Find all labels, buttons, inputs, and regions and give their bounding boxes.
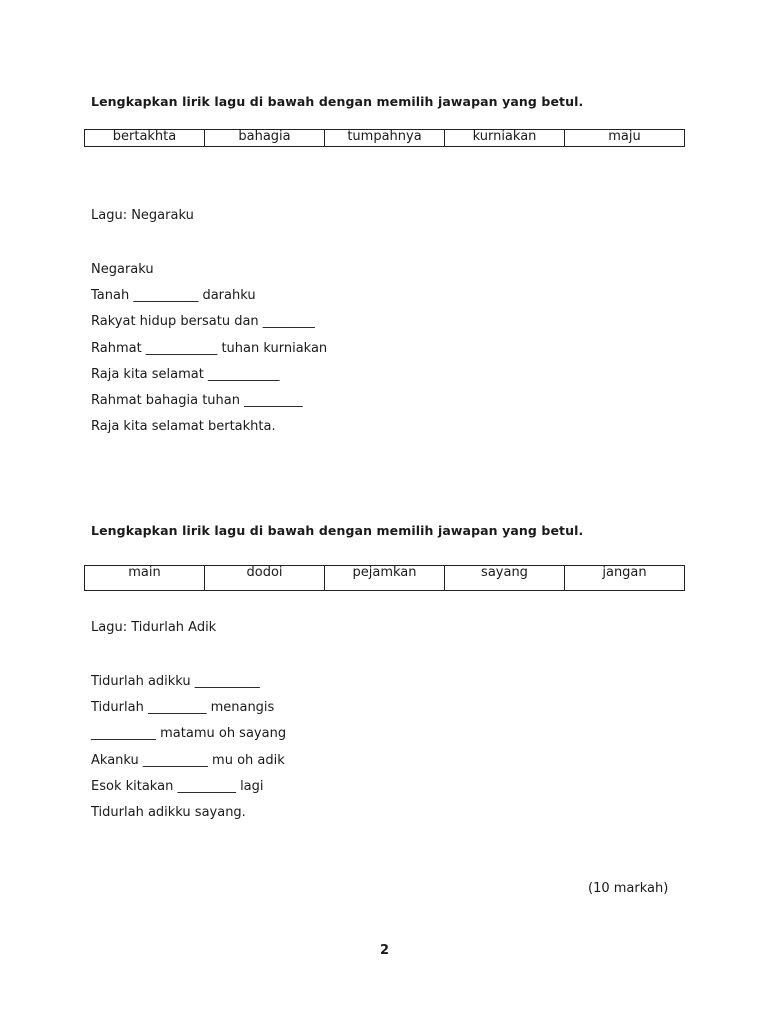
lyrics-tidurlah-adik <box>91 672 286 829</box>
word-bank-cell: tumpahnya <box>325 130 445 147</box>
marks-label: (10 markah) <box>588 881 669 896</box>
song-title-negaraku: Lagu: Negaraku <box>91 208 194 223</box>
song-title-tidurlah-adik: Lagu: Tidurlah Adik <box>91 620 217 635</box>
word-bank-cell: maju <box>565 130 685 147</box>
lyric-line: Raja kita selamat bertakhta. <box>91 419 276 435</box>
word-bank-cell: pejamkan <box>325 566 445 591</box>
word-bank-cell: bahagia <box>205 130 325 147</box>
word-bank-cell: main <box>85 566 205 591</box>
word-bank-1 <box>84 129 685 147</box>
lyric-line: __________ matamu oh sayang <box>91 726 287 742</box>
word-bank-cell: jangan <box>565 566 685 591</box>
word-bank-cell: kurniakan <box>445 130 565 147</box>
section1-instruction: Lengkapkan lirik lagu di bawah dengan memilih jawapan yang betul. <box>91 94 584 109</box>
lyric-line: Tidurlah adikku sayang. <box>91 804 246 820</box>
lyric-line: Akanku __________ mu oh adik <box>91 752 285 768</box>
lyrics-negaraku <box>91 260 327 443</box>
page-number: 2 <box>380 943 390 958</box>
section2-instruction: Lengkapkan lirik lagu di bawah dengan memilih jawapan yang betul. <box>91 523 584 538</box>
lyric-line: Rakyat hidup bersatu dan ________ <box>91 314 315 330</box>
lyric-line: Negaraku <box>91 262 154 277</box>
lyric-line: Tanah __________ darahku <box>91 288 256 304</box>
lyric-line: Rahmat bahagia tuhan _________ <box>91 392 303 408</box>
word-bank-cell: bertakhta <box>85 130 205 147</box>
lyric-line: Esok kitakan _________ lagi <box>91 778 264 794</box>
lyric-line: Tidurlah _________ menangis <box>91 700 275 716</box>
word-bank-cell: dodoi <box>205 566 325 591</box>
lyric-line: Raja kita selamat ___________ <box>91 366 280 382</box>
lyric-line: Tidurlah adikku __________ <box>91 674 260 689</box>
word-bank-cell: sayang <box>445 566 565 591</box>
word-bank-2 <box>84 565 685 591</box>
lyric-line: Rahmat ___________ tuhan kurniakan <box>91 340 328 356</box>
